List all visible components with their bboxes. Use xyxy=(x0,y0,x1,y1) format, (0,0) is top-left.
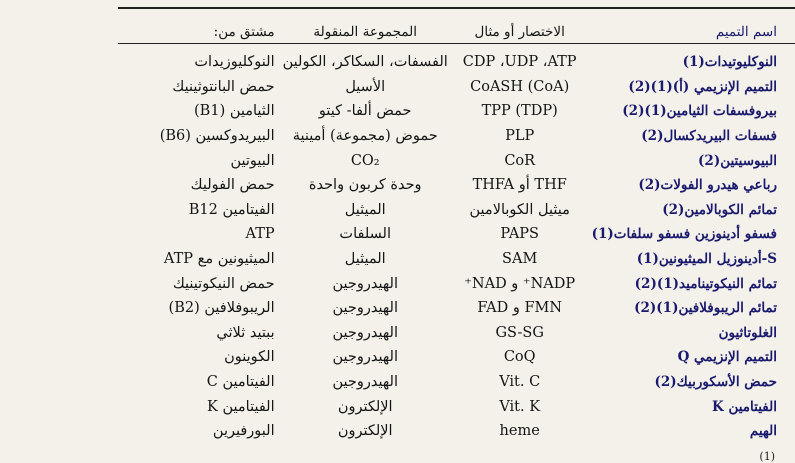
cell-group: حموض (مجموعة) أمينية xyxy=(292,128,438,145)
cell-name: بيروفسفات الثيامين(1)(2) xyxy=(622,103,777,120)
table-row xyxy=(121,247,781,272)
cell-derived: البيريدوكسين (B6) xyxy=(159,128,275,145)
cell-name: التميم الإنزيمي Q xyxy=(677,349,777,366)
table-row xyxy=(121,345,781,370)
cell-abbr: CDP ،UDP ،ATP xyxy=(462,54,577,71)
table-row xyxy=(121,321,781,346)
cell-derived: البورفيرين xyxy=(212,423,275,440)
table-row xyxy=(121,271,781,296)
cell-name: تمائم الريبوفلافين(1)(2) xyxy=(634,300,777,317)
table-row xyxy=(121,198,781,223)
cell-group: الميثيل xyxy=(344,251,386,268)
cell-name: تمائم الكوبالامين(2) xyxy=(662,201,777,218)
cell-abbr: ميثيل الكوبالامين xyxy=(469,201,570,218)
cell-abbr: NADP⁺ و NAD⁺ xyxy=(464,275,576,292)
cell-abbr: CoQ xyxy=(503,349,536,366)
table-row xyxy=(121,222,781,247)
cell-name: رباعي هيدرو الفولات(2) xyxy=(638,177,777,194)
cell-derived: الثيامين (B1) xyxy=(194,103,275,120)
cell-name: S-أدينوزيل الميثيونين(1) xyxy=(636,251,777,268)
cell-group: حمض ألفا- كيتو xyxy=(318,103,412,120)
cell-name: الغلوتاثيون xyxy=(718,324,777,341)
cell-derived: ببتيد ثلاثي xyxy=(216,324,275,341)
header-derived: مشتق من: xyxy=(213,23,275,40)
table-row xyxy=(121,124,781,149)
cell-name: فسفو أدينوزين فسفو سلفات(1) xyxy=(591,226,777,243)
cell-derived: حمض الفوليك xyxy=(190,177,275,194)
table-row xyxy=(121,148,781,173)
cell-abbr: (TDP) TPP xyxy=(481,103,558,120)
cell-abbr: THF أو THFA xyxy=(472,177,567,194)
cell-abbr: Vit. K xyxy=(499,398,541,415)
table-row xyxy=(121,394,781,419)
cell-abbr: FMN و FAD xyxy=(477,300,563,317)
cell-group: الميثيل xyxy=(344,201,386,218)
cell-abbr: GS-SG xyxy=(495,324,544,341)
cell-name: الهيم xyxy=(749,423,777,440)
cell-group: CO₂ xyxy=(350,152,380,169)
cell-group: الهيدروجين xyxy=(332,275,398,292)
table-body xyxy=(121,50,781,444)
table-row xyxy=(121,296,781,321)
cell-derived: البيوتين xyxy=(230,152,275,169)
cell-group: الإلكترون xyxy=(337,423,393,440)
cell-abbr: PLP xyxy=(505,128,535,145)
table-row xyxy=(121,419,781,444)
table-row xyxy=(121,50,781,75)
cell-derived: ATP xyxy=(245,226,275,243)
cell-abbr: heme xyxy=(499,423,540,440)
cell-derived: الميثيونين مع ATP xyxy=(163,251,275,268)
cell-group: الهيدروجين xyxy=(332,324,398,341)
cell-group: الهيدروجين xyxy=(332,374,398,391)
cell-name: النوكليوتيدات(1) xyxy=(682,54,777,71)
cell-abbr: PAPS xyxy=(500,226,539,243)
table-row xyxy=(121,99,781,124)
cell-derived: الريبوفلافين (B2) xyxy=(168,300,275,317)
cell-derived: الفيتامين C xyxy=(206,374,275,391)
cell-group: الأسيل xyxy=(345,78,386,95)
cell-abbr: CoR xyxy=(504,152,536,169)
cell-abbr: Vit. C xyxy=(499,374,541,391)
table-row xyxy=(121,75,781,100)
cell-derived: حمض النيكوتينيك xyxy=(172,275,275,292)
cell-name: التميم الإنزيمي (أ)(1)(2) xyxy=(628,78,777,95)
header-abbr: الاختصار أو مثال xyxy=(474,23,565,40)
header-name: اسم التميم xyxy=(715,23,777,40)
cell-group: الفسفات، السكاكر، الكولين xyxy=(282,54,448,71)
header-group: المجموعة المنقولة xyxy=(313,23,418,40)
cell-group: وحدة كربون واحدة xyxy=(308,177,422,194)
table-row xyxy=(121,173,781,198)
cell-abbr: SAM xyxy=(502,251,538,268)
header-row xyxy=(121,14,781,46)
coenzyme-table xyxy=(121,14,781,444)
cell-name: فسفات البيريدكسال(2) xyxy=(641,128,777,145)
cell-derived: الكوينون xyxy=(224,349,275,366)
table-row xyxy=(121,370,781,395)
cell-group: الهيدروجين xyxy=(332,349,398,366)
cell-name: الفيتامين K xyxy=(712,398,777,415)
cell-group: الهيدروجين xyxy=(332,300,398,317)
cell-abbr: (CoA) CoASH xyxy=(470,78,570,95)
cell-derived: الفيتامين B12 xyxy=(188,201,275,218)
top-rule xyxy=(118,7,795,9)
cell-derived: حمض البانتوثينيك xyxy=(172,78,275,95)
cell-name: تمائم النيكوتيناميد(1)(2) xyxy=(634,275,777,292)
footnote: (1) xyxy=(759,450,775,463)
cell-group: الإلكترون xyxy=(337,398,393,415)
cell-derived: النوكليوزيدات xyxy=(194,54,275,71)
cell-name: حمض الأسكوربيك(2) xyxy=(654,374,777,391)
cell-group: السلفات xyxy=(339,226,392,243)
cell-derived: الفيتامين K xyxy=(207,398,275,415)
cell-name: البيوسيتين(2) xyxy=(698,152,777,169)
